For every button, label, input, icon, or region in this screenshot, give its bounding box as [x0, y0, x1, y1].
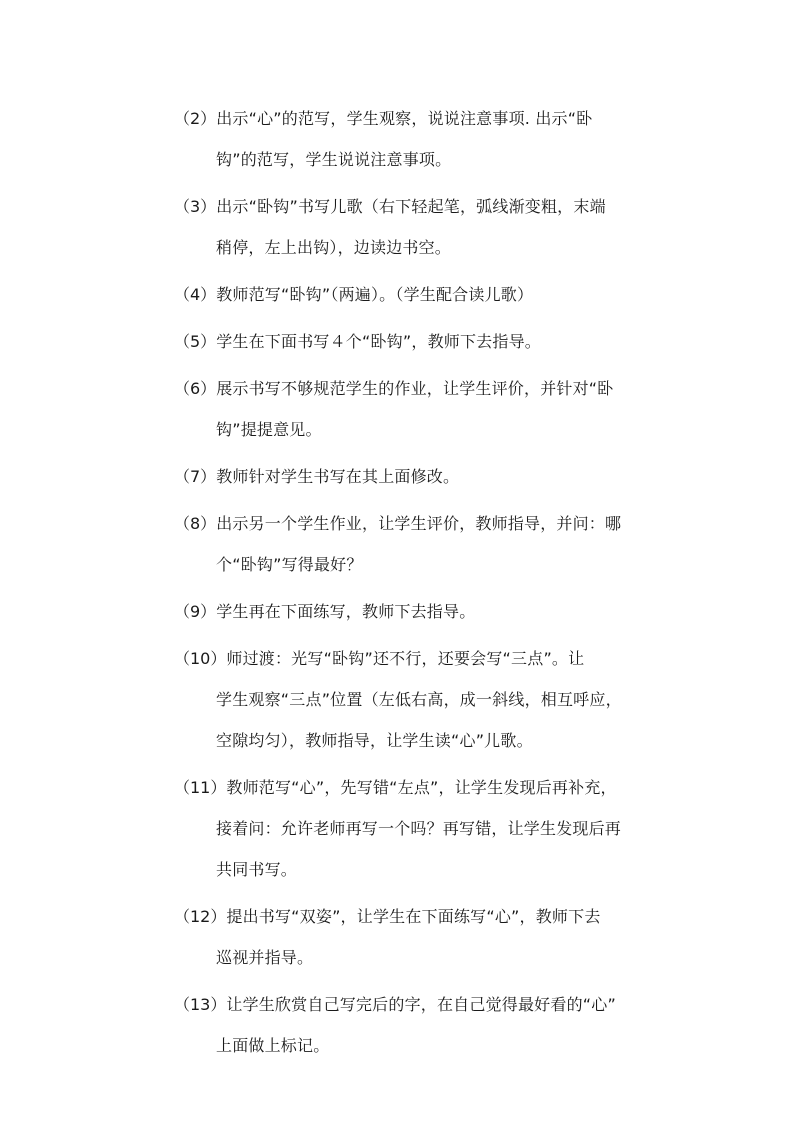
step-text-line: 让学生欣赏自己写完后的字，在自己觉得最好看的“心” [226, 995, 616, 1014]
step-number: （12） [174, 907, 227, 926]
step-number: （4） [174, 285, 217, 304]
step-item [174, 767, 682, 890]
step-item [174, 503, 682, 585]
step-number: （8） [174, 514, 217, 533]
step-text [216, 274, 682, 315]
step-text-line: 学生再在下面练写，教师下去指导。 [216, 602, 476, 621]
step-text-line: 巡视并指导。 [216, 948, 314, 967]
step-text-line: 学生观察“三点”位置（左低右高，成一斜线，相互呼应， [216, 690, 622, 709]
step-text [216, 638, 682, 761]
step-text-line: 共同书写。 [216, 860, 298, 879]
step-text-line: 出示另一个学生作业，让学生评价，教师指导，并问：哪 [216, 514, 622, 533]
step-number: （6） [174, 379, 217, 398]
teaching-steps-list [174, 98, 682, 1072]
step-number: （13） [174, 995, 227, 1014]
step-item [174, 456, 682, 497]
step-number: （5） [174, 332, 217, 351]
step-number: （3） [174, 197, 217, 216]
step-number: （10） [174, 649, 227, 668]
step-text-line: 教师范写“心”，先写错“左点”，让学生发现后再补充， [226, 778, 617, 797]
step-text [216, 984, 682, 1066]
step-text-line: 提出书写“双姿”，让学生在下面练写“心”，教师下去 [226, 907, 601, 926]
step-item [174, 896, 682, 978]
step-text-line: 教师范写“卧钩”（两遍）。（学生配合读儿歌） [216, 285, 534, 304]
step-text-line: 教师针对学生书写在其上面修改。 [216, 467, 460, 486]
step-text-line: 钩”的范写，学生说说注意事项。 [216, 150, 452, 169]
step-text-line: 稍停，左上出钩），边读边书空。 [216, 238, 452, 257]
step-text [216, 321, 682, 362]
step-text [216, 896, 682, 978]
step-item [174, 274, 682, 315]
step-number: （11） [174, 778, 227, 797]
step-text [216, 98, 682, 180]
step-item [174, 321, 682, 362]
step-text [216, 591, 682, 632]
step-text [216, 456, 682, 497]
step-text-line: 展示书写不够规范学生的作业，让学生评价，并针对“卧 [216, 379, 614, 398]
step-text-line: 接着问：允许老师再写一个吗？再写错，让学生发现后再 [216, 819, 622, 838]
step-text-line: 钩”提提意见。 [216, 420, 322, 439]
step-text-line: 上面做上标记。 [216, 1036, 330, 1055]
step-item [174, 368, 682, 450]
step-text [216, 368, 682, 450]
step-number: （7） [174, 467, 217, 486]
step-item [174, 984, 682, 1066]
step-number: （9） [174, 602, 217, 621]
step-item [174, 591, 682, 632]
step-text [216, 767, 682, 890]
step-text-line: 学生在下面书写４个“卧钩”，教师下去指导。 [216, 332, 541, 351]
step-text-line: 个“卧钩”写得最好？ [216, 555, 363, 574]
step-text-line: 空隙均匀），教师指导，让学生读“心”儿歌。 [216, 731, 533, 750]
step-text-line: 师过渡：光写“卧钩”还不行，还要会写“三点”。让 [226, 649, 585, 668]
step-text [216, 503, 682, 585]
step-text-line: 出示“心”的范写，学生观察，说说注意事项. 出示“卧 [216, 109, 593, 128]
step-number: （2） [174, 109, 217, 128]
step-text-line: 出示“卧钩”书写儿歌（右下轻起笔，弧线渐变粗，末端 [216, 197, 606, 216]
step-item [174, 186, 682, 268]
step-text [216, 186, 682, 268]
step-item [174, 638, 682, 761]
step-item [174, 98, 682, 180]
